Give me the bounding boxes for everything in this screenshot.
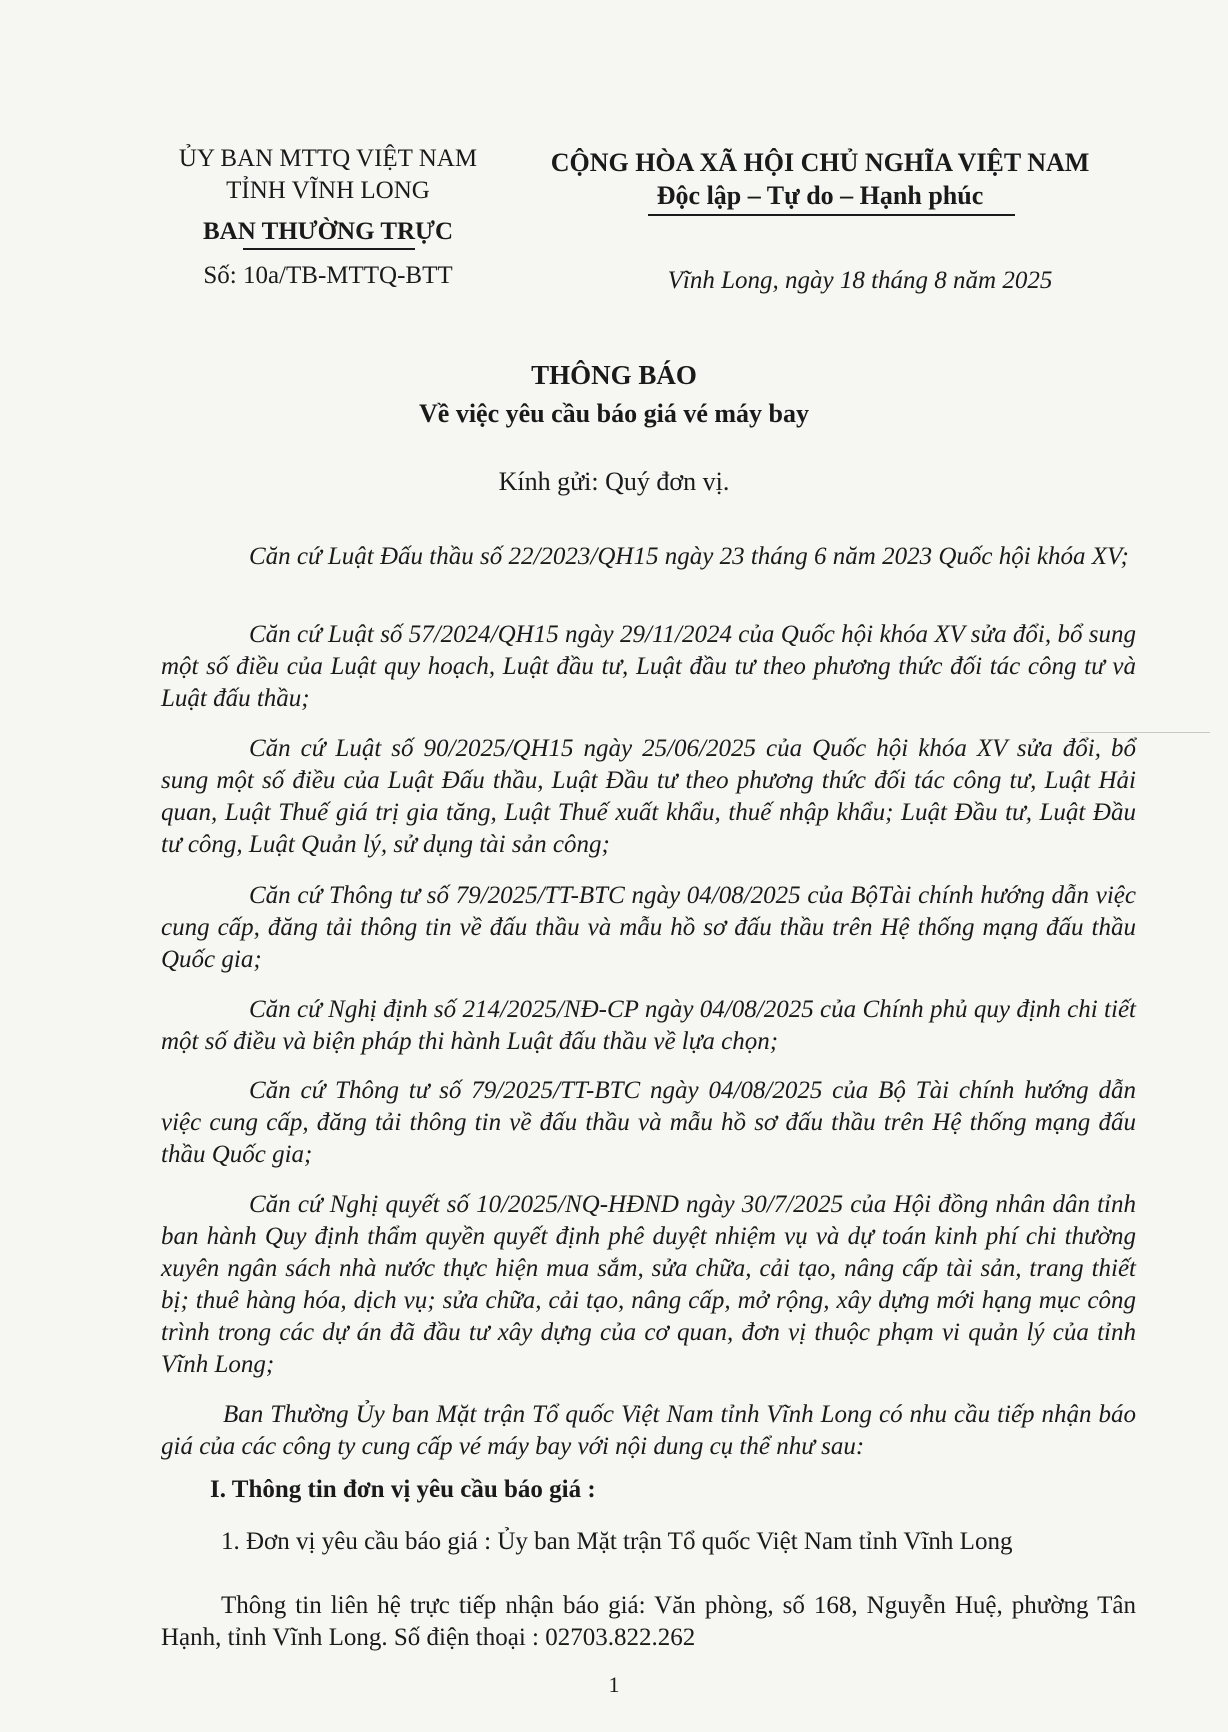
legal-basis-paragraph: Căn cứ Luật số 57/2024/QH15 ngày 29/11/2024 của Quốc hội khóa XV sửa đổi, bổ sung một số điều của Luật quy hoạch, Luật đầu tư, Luật đầu tư theo phương thức đối tác công tư và Luật đấu thầu; bbox=[161, 621, 1136, 712]
legal-basis-paragraph: Căn cứ Nghị định số 214/2025/NĐ-CP ngày 04/08/2025 của Chính phủ quy định chi tiết một số điều và biện pháp thi hành Luật đấu thầu về lựa chọn; bbox=[161, 996, 1136, 1055]
section-1-heading: I. Thông tin đơn vị yêu cầu báo giá : bbox=[210, 1476, 596, 1503]
recipient-line: Kính gửi: Quý đơn vị. bbox=[498, 467, 730, 496]
national-motto: Độc lập – Tự do – Hạnh phúc bbox=[656, 181, 984, 210]
contact-info-paragraph: Thông tin liên hệ trực tiếp nhận báo giá: Văn phòng, số 168, Nguyễn Huệ, phường Tân Hạnh, tỉnh Vĩnh Long. Số điện thoại : 02703.822.262 bbox=[161, 1592, 1136, 1651]
document-number: Số: 10a/TB-MTTQ-BTT bbox=[203, 262, 453, 289]
org-underline bbox=[243, 248, 415, 250]
legal-basis-paragraph: Căn cứ Thông tư số 79/2025/TT-BTC ngày 04/08/2025 của BộTài chính hướng dẫn việc cung cấp, đăng tải thông tin về đấu thầu và mẫu hồ sơ đấu thầu trên Hệ thống mạng đấu thầu Quốc gia; bbox=[161, 882, 1136, 973]
section-1-item-1: 1. Đơn vị yêu cầu báo giá : Ủy ban Mặt trận Tổ quốc Việt Nam tỉnh Vĩnh Long bbox=[221, 1528, 1013, 1555]
document-title: THÔNG BÁO bbox=[531, 360, 697, 390]
page-number: 1 bbox=[608, 1672, 620, 1697]
motto-underline bbox=[648, 214, 1015, 216]
place-and-date: Vĩnh Long, ngày 18 tháng 8 năm 2025 bbox=[667, 267, 1053, 294]
legal-basis-paragraph: Căn cứ Thông tư số 79/2025/TT-BTC ngày 04/08/2025 của Bộ Tài chính hướng dẫn việc cung cấp, đăng tải thông tin về đấu thầu và mẫu hồ sơ đấu thầu trên Hệ thống mạng đấu thầu Quốc gia; bbox=[161, 1077, 1136, 1168]
country-name: CỘNG HÒA XÃ HỘI CHỦ NGHĨA VIỆT NAM bbox=[550, 148, 1090, 177]
org-name-line1: ỦY BAN MTTQ VIỆT NAM bbox=[178, 145, 478, 172]
legal-basis-paragraph: Căn cứ Luật số 90/2025/QH15 ngày 25/06/2025 của Quốc hội khóa XV sửa đổi, bổ sung một số điều của Luật Đấu thầu, Luật Đầu tư theo phương thức đối tác công tư, Luật Hải quan, Luật Thuế giá trị gia tăng, Luật Thuế xuất khẩu, thuế nhập khẩu; Luật Đầu tư, Luật Đầu tư công, Luật Quản lý, sử dụng tài sản công; bbox=[161, 735, 1136, 858]
org-name-line2: TỈNH VĨNH LONG bbox=[226, 177, 430, 204]
org-name-line3: BAN THƯỜNG TRỰC bbox=[202, 218, 454, 245]
document-subject: Về việc yêu cầu báo giá vé máy bay bbox=[419, 399, 809, 428]
legal-basis-paragraph: Căn cứ Nghị quyết số 10/2025/NQ-HĐND ngày 30/7/2025 của Hội đồng nhân dân tỉnh ban hành Quy định thẩm quyền quyết định phê duyệt nhiệm vụ và dự toán kinh phí chi thường xuyên ngân sách nhà nước thực hiện mua sắm, sửa chữa, cải tạo, nâng cấp tài sản, trang thiết bị; thuê hàng hóa, dịch vụ; sửa chữa, cải tạo, nâng cấp, mở rộng, xây dựng mới hạng mục công trình trong các dự án đã đầu tư xây dựng của cơ quan, đơn vị thuộc phạm vi quản lý của tỉnh Vĩnh Long; bbox=[161, 1191, 1136, 1378]
request-statement-paragraph: Ban Thường Ủy ban Mặt trận Tổ quốc Việt Nam tỉnh Vĩnh Long có nhu cầu tiếp nhận báo giá của các công ty cung cấp vé máy bay với nội dung cụ thể như sau: bbox=[161, 1401, 1136, 1460]
scan-artifact-line bbox=[1080, 732, 1210, 733]
legal-basis-paragraph: Căn cứ Luật Đấu thầu số 22/2023/QH15 ngày 23 tháng 6 năm 2023 Quốc hội khóa XV; bbox=[249, 543, 1129, 570]
